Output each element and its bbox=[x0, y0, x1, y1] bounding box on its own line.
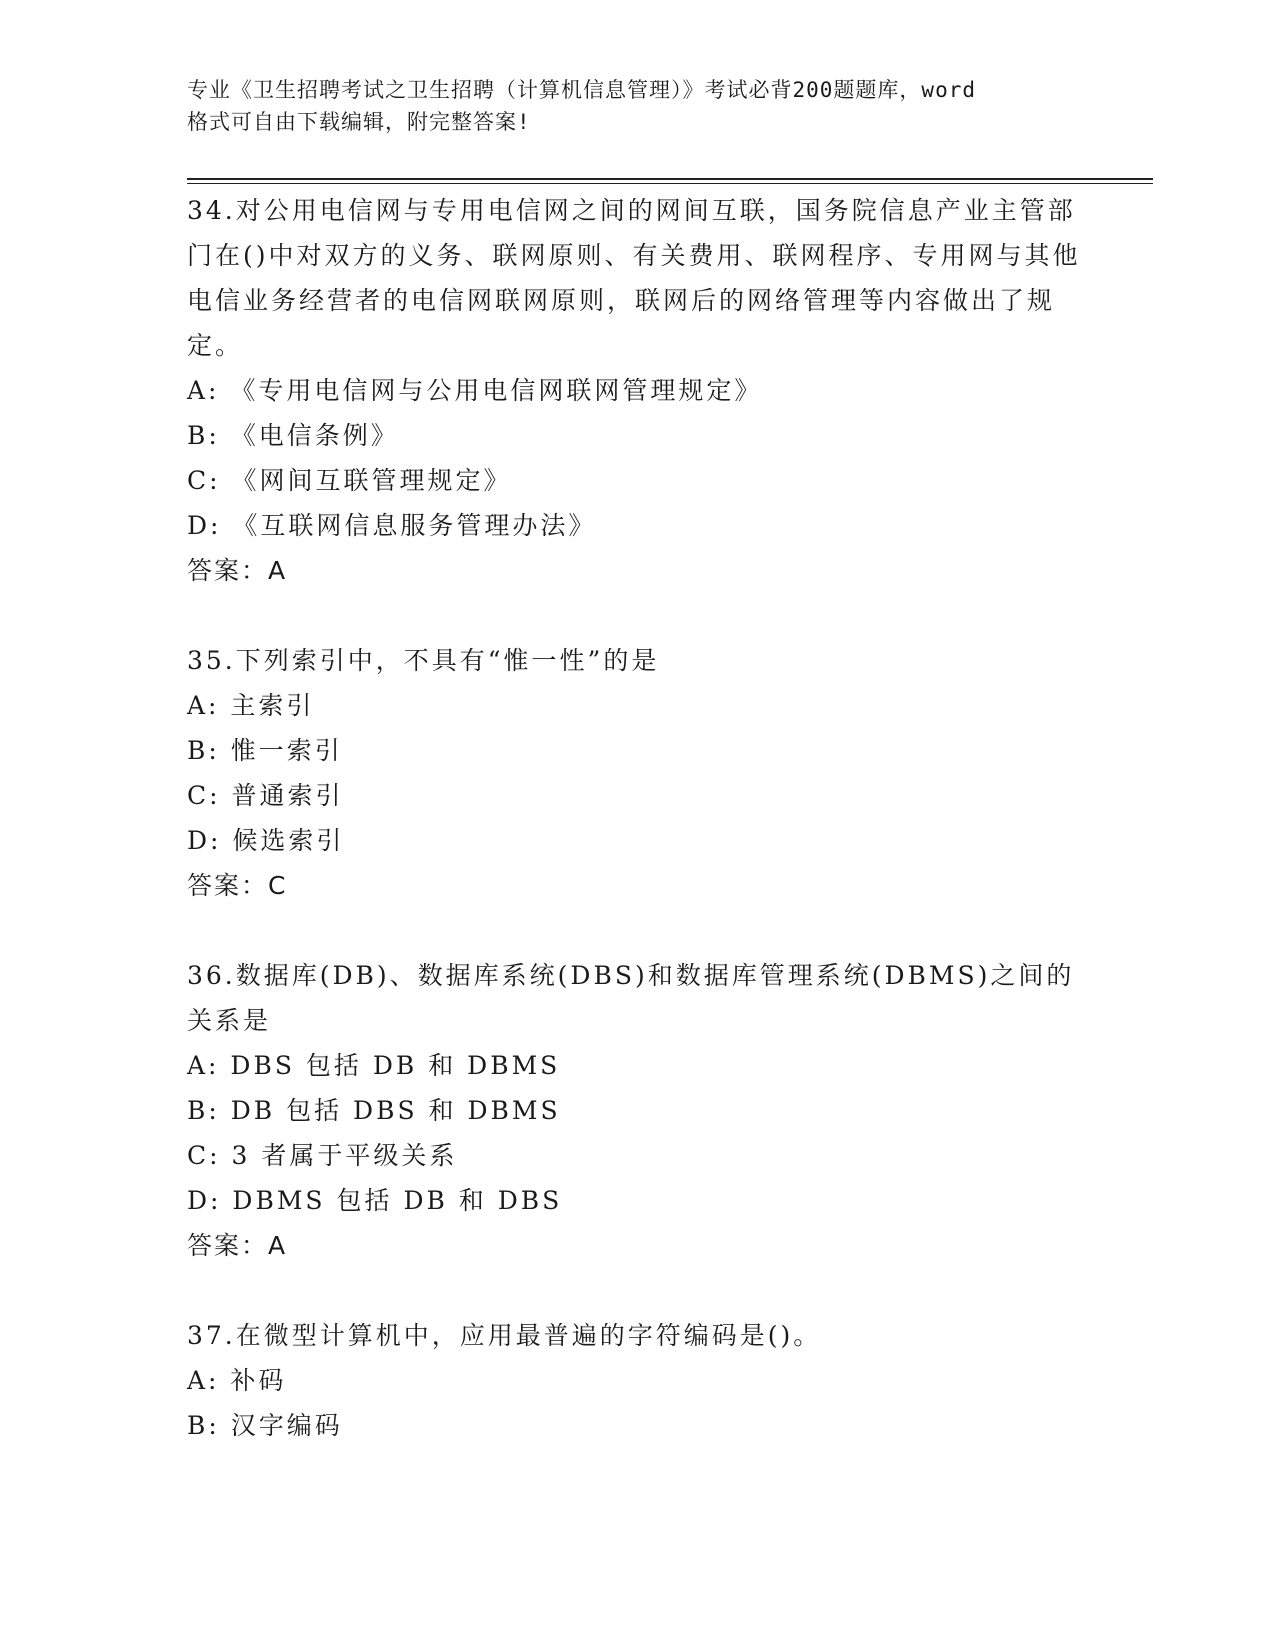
question-34 bbox=[187, 188, 1087, 593]
option-c: C: 《网间互联管理规定》 bbox=[187, 466, 512, 495]
question-36 bbox=[187, 953, 1087, 1268]
option-d: D: DBMS 包括 DB 和 DBS bbox=[187, 1186, 563, 1215]
question-stem: 34.对公用电信网与专用电信网之间的网间互联，国务院信息产业主管部门在()中对双方的义务、联网原则、有关费用、联网程序、专用网与其他电信业务经营者的电信网联网原则，联网后的网络管理等内容做出了规定。 bbox=[187, 196, 1081, 360]
answer-line: 答案：A bbox=[187, 556, 288, 585]
question-list bbox=[187, 188, 1087, 1448]
option-a: A: 《专用电信网与公用电信网联网管理规定》 bbox=[187, 376, 763, 405]
question-35 bbox=[187, 638, 1087, 908]
header-divider-thick bbox=[187, 178, 1153, 180]
question-stem: 37.在微型计算机中，应用最普遍的字符编码是()。 bbox=[187, 1321, 822, 1350]
spacer bbox=[187, 908, 1087, 953]
document-header bbox=[187, 74, 1087, 138]
option-a: A: 主索引 bbox=[187, 691, 315, 720]
option-a: A: 补码 bbox=[187, 1366, 287, 1395]
header-title-line-2: 格式可自由下载编辑，附完整答案! bbox=[187, 110, 531, 134]
question-stem: 35.下列索引中，不具有“惟一性”的是 bbox=[187, 646, 660, 675]
answer-line: 答案：C bbox=[187, 871, 288, 900]
option-c: C: 3 者属于平级关系 bbox=[187, 1141, 458, 1170]
option-b: B: DB 包括 DBS 和 DBMS bbox=[187, 1096, 561, 1125]
spacer bbox=[187, 593, 1087, 638]
option-c: C: 普通索引 bbox=[187, 781, 344, 810]
option-d: D: 候选索引 bbox=[187, 826, 345, 855]
header-title-line-1: 专业《卫生招聘考试之卫生招聘（计算机信息管理）》考试必背200题题库，word bbox=[187, 78, 976, 102]
option-b: B: 《电信条例》 bbox=[187, 421, 399, 450]
option-b: B: 惟一索引 bbox=[187, 736, 343, 765]
header-divider-thin bbox=[187, 183, 1153, 184]
option-b: B: 汉字编码 bbox=[187, 1411, 343, 1440]
option-d: D: 《互联网信息服务管理办法》 bbox=[187, 511, 597, 540]
question-stem: 36.数据库(DB)、数据库系统(DBS)和数据库管理系统(DBMS)之间的关系是 bbox=[187, 961, 1075, 1035]
option-a: A: DBS 包括 DB 和 DBMS bbox=[187, 1051, 561, 1080]
question-37 bbox=[187, 1313, 1087, 1448]
spacer bbox=[187, 1268, 1087, 1313]
answer-line: 答案：A bbox=[187, 1231, 288, 1260]
